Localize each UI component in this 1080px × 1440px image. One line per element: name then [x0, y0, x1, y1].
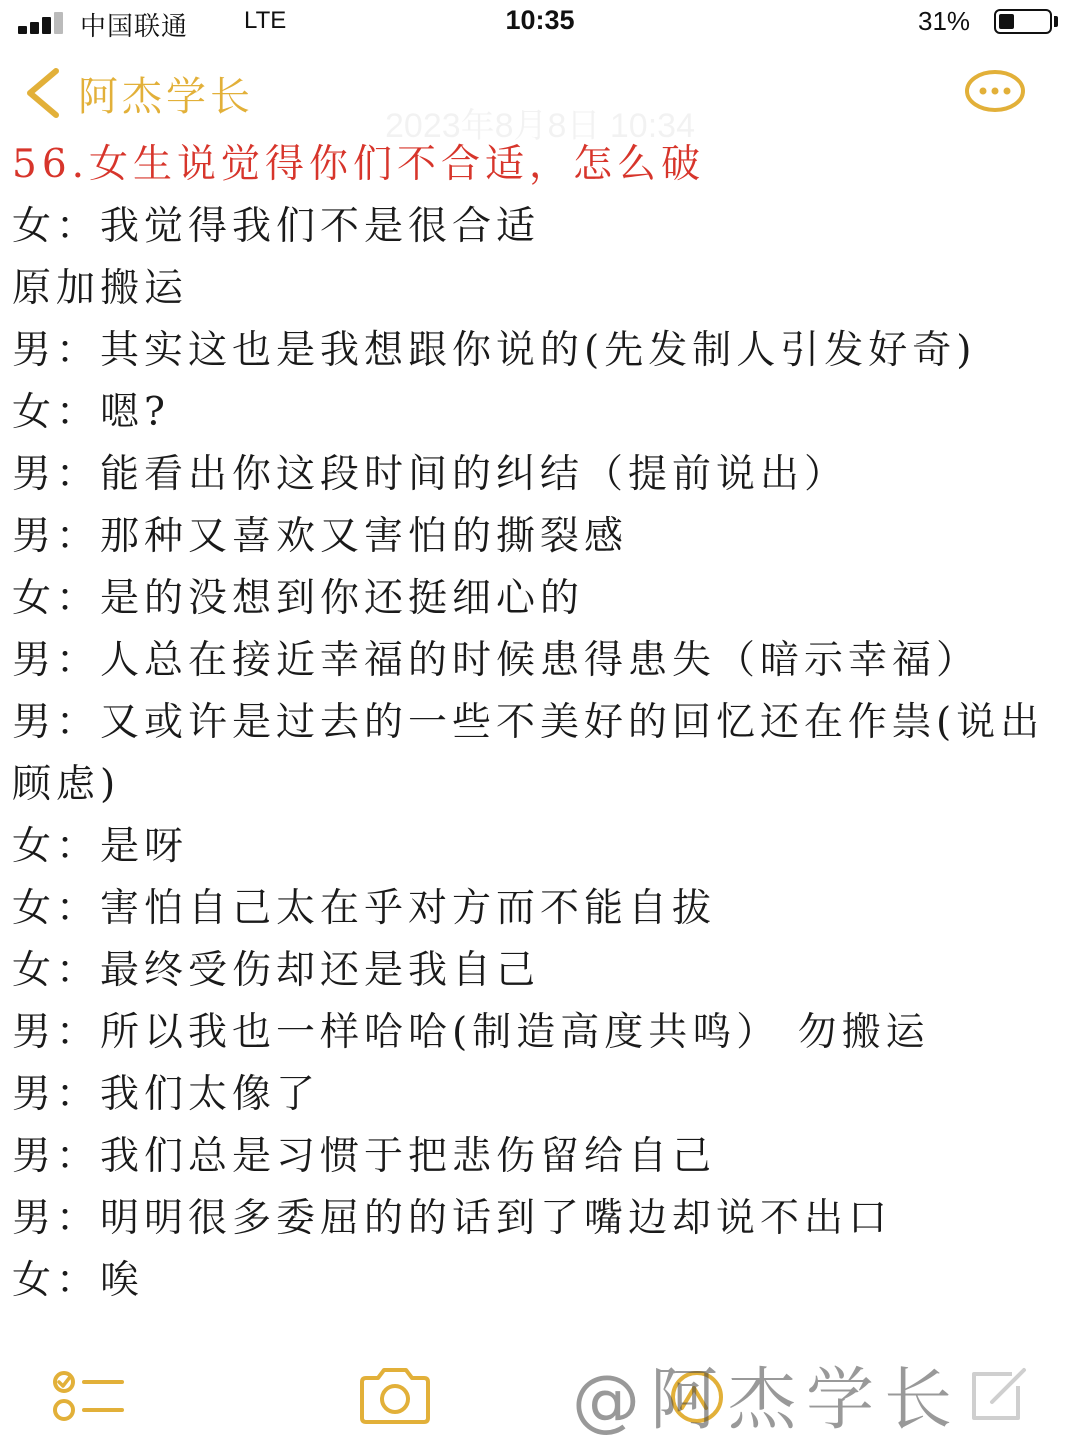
- note-line: 男：明明很多委屈的的话到了嘴边却说不出口: [12, 1196, 893, 1241]
- battery-cap: [1054, 16, 1058, 27]
- note-line: 男：又或许是过去的一些不美好的回忆还在作祟(说出顾虑): [12, 700, 1045, 807]
- battery-percent: 31%: [918, 6, 971, 36]
- bottom-toolbar: [0, 1350, 1080, 1440]
- camera-icon[interactable]: [356, 1366, 434, 1426]
- status-time: 10:35: [505, 5, 575, 35]
- note-line: 女：最终受伤却还是我自己: [12, 948, 541, 993]
- compose-icon[interactable]: [966, 1364, 1032, 1426]
- note-line: 原加搬运: [12, 266, 189, 311]
- note-line: 男：我们总是习惯于把悲伤留给自己: [12, 1134, 717, 1179]
- note-line: 男：人总在接近幸福的时候患得患失（暗示幸福）: [12, 638, 981, 683]
- brand-watermark: @阿杰学长: [572, 1361, 963, 1440]
- network-type: LTE: [244, 7, 287, 34]
- note-line: 男：我们太像了: [12, 1072, 321, 1117]
- status-bar: [0, 0, 1080, 46]
- note-line: 女：是呀: [12, 824, 189, 869]
- note-line: 女：嗯?: [12, 390, 170, 435]
- battery-level: [999, 14, 1014, 29]
- note-line: 女：害怕自己太在乎对方而不能自拔: [12, 886, 717, 931]
- carrier-name: 中国联通: [80, 12, 189, 42]
- note-date: 2023年8月8日 10:34: [385, 107, 695, 145]
- back-label: 阿杰学长: [78, 73, 254, 120]
- note-line: 女：是的没想到你还挺细心的: [12, 576, 585, 621]
- checklist-icon[interactable]: [50, 1368, 126, 1424]
- note-line: 男：能看出你这段时间的纠结（提前说出）: [12, 452, 849, 497]
- note-title: 56.女生说觉得你们不合适，怎么破: [12, 142, 706, 187]
- note-body[interactable]: [12, 134, 1068, 1312]
- note-line: 男：所以我也一样哈哈(制造高度共鸣） 勿搬运: [12, 1010, 930, 1055]
- battery-icon: [994, 9, 1052, 34]
- note-line: 男：那种又喜欢又害怕的撕裂感: [12, 514, 629, 559]
- note-line: 女：我觉得我们不是很合适: [12, 204, 541, 249]
- sketch-icon[interactable]: [662, 1368, 732, 1426]
- note-line: 男：其实这也是我想跟你说的(先发制人引发好奇): [12, 328, 977, 373]
- note-line: 女：唉: [12, 1258, 145, 1303]
